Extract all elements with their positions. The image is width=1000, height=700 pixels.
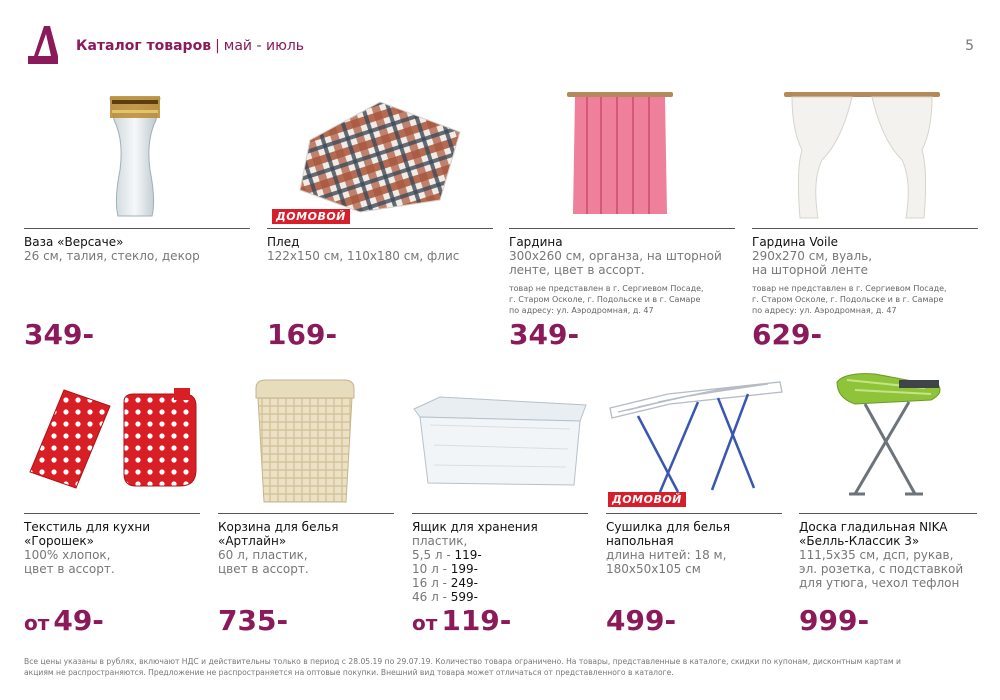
variant-item: 10 л - 199- [412,562,478,576]
laundry-basket-image [250,378,360,506]
voile-curtain-image [782,90,942,220]
storage-box-image [410,395,590,490]
product-price: 499- [606,604,677,637]
polka-textile-image [24,382,204,492]
availability-note: товар не представлен в г. Сергиевом Посаде, г. Старом Осколе, г. Подольске и в г. Самаре по адресу: ул. Аэродромная, д. 47 [509,284,704,315]
card-divider [218,513,394,514]
header-separator: | [215,38,220,54]
variant-item: 46 л - 599- [412,590,478,604]
product-name: Ваза «Версаче» [24,235,124,249]
product-name: Гардина Voile [752,235,839,249]
product-card-basket[interactable] [218,513,394,576]
vase-image [100,90,170,220]
product-price: 349- [509,318,580,351]
product-desc: на шторной ленте [752,263,869,277]
catalog-title: Каталог товаров [76,38,212,54]
page-number: 5 [965,38,974,54]
product-desc: 26 см, талия, стекло, декор [24,249,200,263]
product-card-textile[interactable] [24,513,200,576]
product-name: Доска гладильная NIKA «Белль-Классик 3» [799,520,948,548]
product-price: 629- [752,318,823,351]
card-divider [24,228,250,229]
product-desc: длина нитей: 18 м, [606,548,727,562]
availability-note: товар не представлен в г. Сергиевом Посаде, г. Старом Осколе, г. Подольске и в г. Самаре по адресу: ул. Аэродромная, д. 47 [752,284,947,315]
product-desc: 180х50х105 см [606,562,701,576]
product-card-curtain-voile[interactable] [752,228,978,316]
card-divider [24,513,200,514]
product-name: Корзина для белья «Артлайн» [218,520,339,548]
product-card-plaid[interactable] [267,228,493,263]
product-price: от 119- [412,604,512,637]
card-divider [412,513,588,514]
ironing-board-image [835,370,945,500]
product-card-dryer[interactable] [606,513,782,576]
variant-item: 16 л - 249- [412,576,478,590]
product-desc: пластик, [412,534,468,548]
card-divider [606,513,782,514]
pink-curtain-image [565,90,675,220]
product-price: 999- [799,604,870,637]
product-desc: для утюга, чехол тефлон [799,576,960,590]
product-price: 349- [24,318,95,351]
product-desc: 122х150 см, 110х180 см, флис [267,249,460,263]
product-card-curtain[interactable] [509,228,735,316]
domovoy-brand-label: ДОМОВОЙ [272,205,350,224]
product-name: Плед [267,235,300,249]
product-desc: эл. розетка, с подставкой [799,562,964,576]
variant-list [412,548,588,604]
domovoy-brand-label: ДОМОВОЙ [608,488,686,507]
product-name: Текстиль для кухни «Горошек» [24,520,150,548]
product-card-ironing-board[interactable] [799,513,977,590]
card-divider [267,228,493,229]
product-card-vase[interactable] [24,228,250,263]
logo-icon [24,24,60,64]
product-price: 735- [218,604,289,637]
product-desc: 300х260 см, органза, на шторной [509,249,722,263]
card-divider [752,228,978,229]
product-desc: цвет в ассорт. [24,562,115,576]
product-card-storage-box[interactable] [412,513,588,604]
catalog-header [76,38,304,54]
product-desc: 60 л, пластик, [218,548,308,562]
product-desc: 100% хлопок, [24,548,111,562]
product-desc: 111,5х35 см, дсп, рукав, [799,548,954,562]
product-name: Ящик для хранения [412,520,538,534]
product-name: Гардина [509,235,563,249]
product-name: Сушилка для белья напольная [606,520,731,548]
card-divider [509,228,735,229]
product-price: 169- [267,318,338,351]
product-desc: ленте, цвет в ассорт. [509,263,645,277]
card-divider [799,513,977,514]
legal-footer: Все цены указаны в рублях, включают НДС и действительны только в период с 28.05.19 по 29.07.19. Количество товара ограничено. На товары, представленные в каталоге, скидки по купонам, дисконтным картам и акциям не распространяются. Предложение не распространяется на оптовые покупки. Внешний вид товара может отличаться от представленного в каталоге. [24,657,901,677]
product-desc: цвет в ассорт. [218,562,309,576]
variant-item: 5,5 л - 119- [412,548,482,562]
product-price: от 49- [24,604,104,637]
plaid-image [290,90,465,215]
product-desc: 290х270 см, вуаль, [752,249,873,263]
catalog-period: май - июль [223,38,305,54]
clothes-dryer-image [608,380,784,495]
